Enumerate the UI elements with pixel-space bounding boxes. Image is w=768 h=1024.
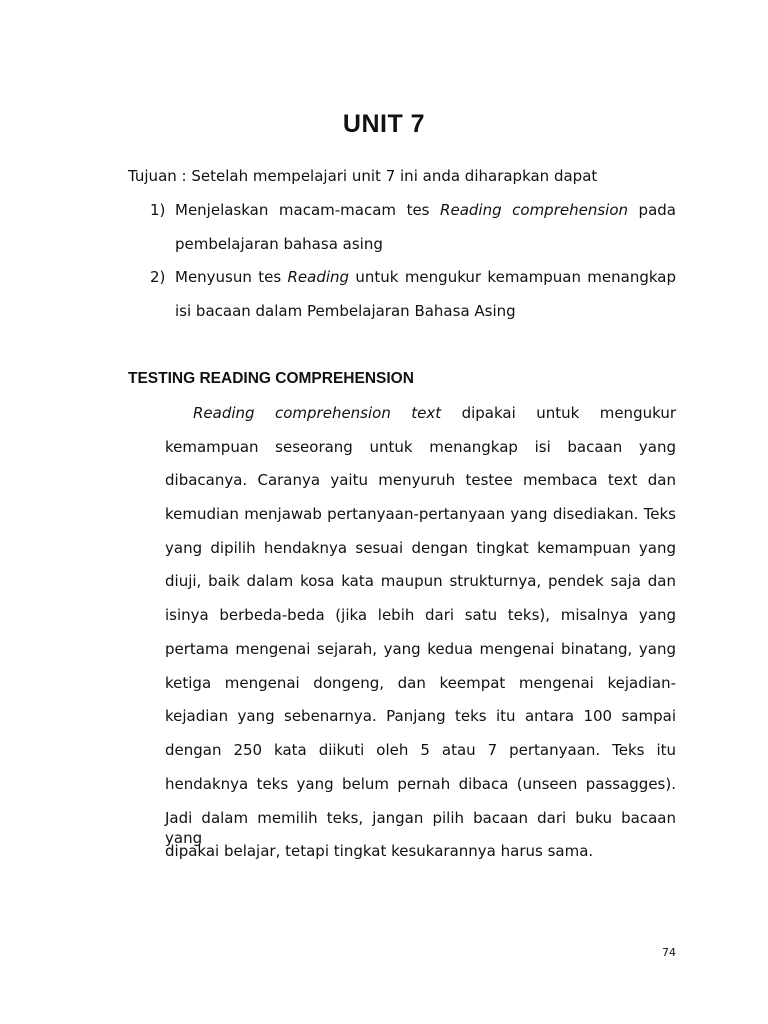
paragraph-line: kejadian yang sebenarnya. Panjang teks itu antara 100 sampai	[165, 707, 676, 725]
page-number: 74	[662, 946, 676, 959]
paragraph-line: isinya berbeda-beda (jika lebih dari satu teks), misalnya yang	[165, 606, 676, 624]
objective-1-line-1	[175, 200, 676, 220]
paragraph-line: dengan 250 kata diikuti oleh 5 atau 7 pertanyaan. Teks itu	[165, 741, 676, 759]
objectives-intro: Tujuan : Setelah mempelajari unit 7 ini anda diharapkan dapat	[128, 167, 598, 185]
paragraph-line: dibacanya. Caranya yaitu menyuruh testee membaca text dan	[165, 471, 676, 489]
paragraph-last-line: dipakai belajar, tetapi tingkat kesukarannya harus sama.	[165, 842, 594, 860]
objective-1-text-b: pada	[628, 201, 676, 219]
paragraph-line: kemampuan seseorang untuk menangkap isi bacaan yang	[165, 438, 676, 456]
paragraph-italic-lead: Reading comprehension text	[193, 404, 442, 422]
objective-2-line-2: isi bacaan dalam Pembelajaran Bahasa Asing	[175, 302, 516, 320]
paragraph-line: ketiga mengenai dongeng, dan keempat mengenai kejadian-	[165, 674, 676, 692]
unit-title: UNIT 7	[342, 110, 426, 138]
objective-1-text-italic: Reading comprehension	[440, 201, 629, 219]
objective-1-text-a: Menjelaskan macam-macam tes	[175, 201, 441, 219]
objective-1-number: 1)	[150, 201, 166, 219]
objective-2-text-italic: Reading	[287, 268, 350, 286]
objective-2-number: 2)	[150, 268, 166, 286]
paragraph-lead-rest: dipakai untuk mengukur	[441, 404, 676, 422]
section-heading: TESTING READING COMPREHENSION	[128, 370, 414, 387]
objective-2-text-b: untuk mengukur kemampuan menangkap	[349, 268, 676, 286]
paragraph-line: hendaknya teks yang belum pernah dibaca (unseen passagges).	[165, 775, 676, 793]
paragraph-line: kemudian menjawab pertanyaan-pertanyaan yang disediakan. Teks	[165, 505, 676, 523]
paragraph-line: Jadi dalam memilih teks, jangan pilih bacaan dari buku bacaan yang	[165, 809, 676, 847]
paragraph-line: diuji, baik dalam kosa kata maupun strukturnya, pendek saja dan	[165, 572, 676, 590]
objective-1-line-2: pembelajaran bahasa asing	[175, 235, 383, 253]
paragraph-first-line	[193, 403, 676, 423]
objective-2-line-1	[175, 267, 676, 287]
paragraph-line: yang dipilih hendaknya sesuai dengan tingkat kemampuan yang	[165, 539, 676, 557]
paragraph-line: pertama mengenai sejarah, yang kedua mengenai binatang, yang	[165, 640, 676, 658]
objective-2-text-a: Menyusun tes	[175, 268, 288, 286]
